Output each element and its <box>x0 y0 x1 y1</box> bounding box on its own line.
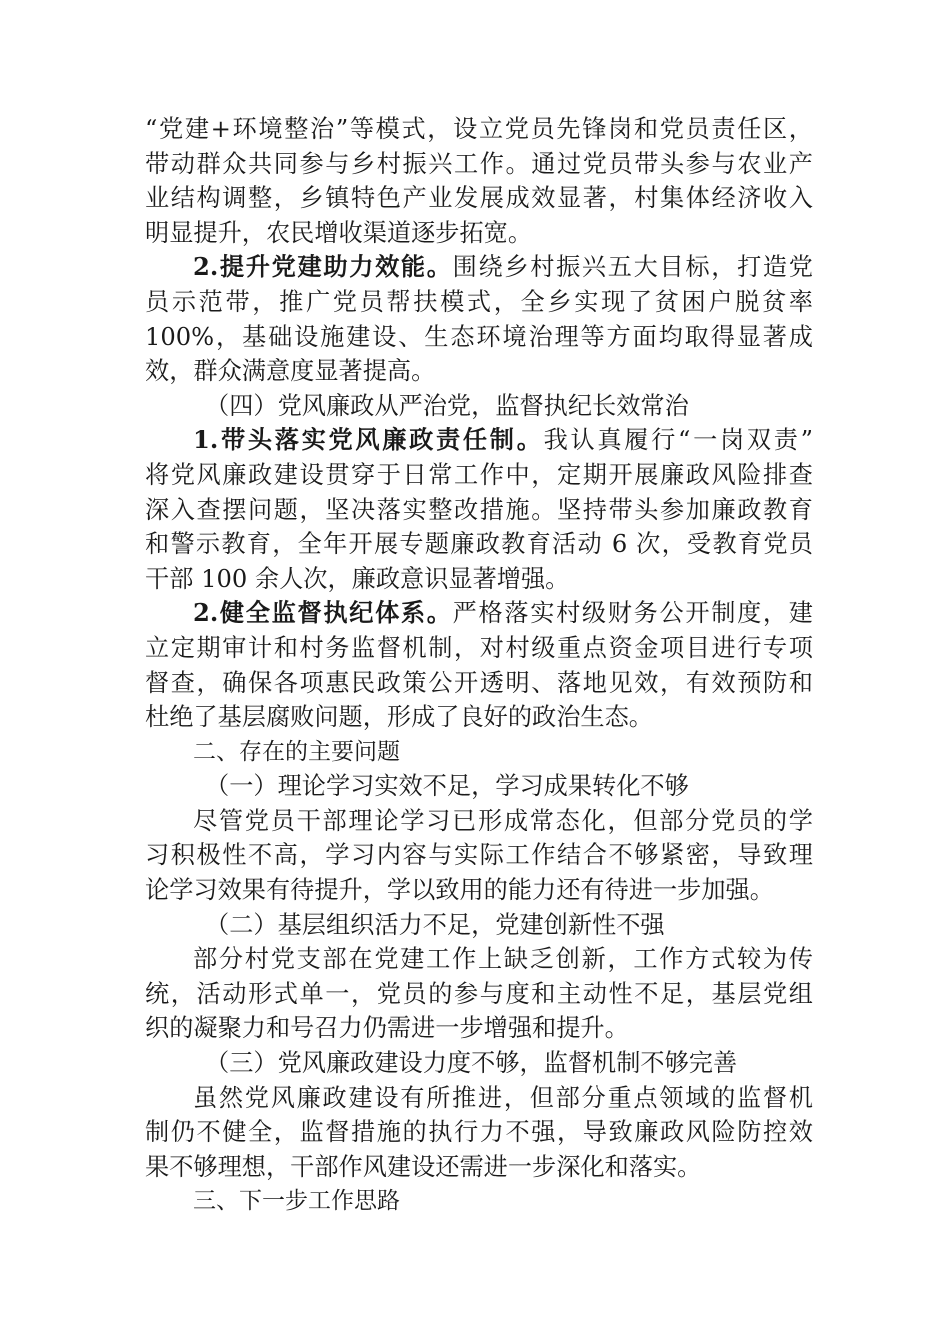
text-line: 将党风廉政建设贯穿于日常工作中，定期开展廉政风险排查 <box>145 460 813 489</box>
paragraph-supervision-system <box>145 596 813 734</box>
text-line: 1.带头落实党风廉政责任制。我认真履行“一岗双责” <box>193 425 813 455</box>
text-line: 制仍不健全，监督措施的执行力不强，导致廉政风险防控效 <box>145 1118 813 1147</box>
text-line: 杜绝了基层腐败问题，形成了良好的政治生态。 <box>145 703 653 732</box>
text-line: 明显提升，农民增收渠道逐步拓宽。 <box>145 218 533 247</box>
text-line: 2.提升党建助力效能。围绕乡村振兴五大目标，打造党 <box>193 252 813 282</box>
paragraph-integrity-responsibility <box>145 423 813 596</box>
paragraph-lead: 1.带头落实党风廉政责任制。 <box>193 425 544 455</box>
document-page <box>145 112 813 1219</box>
paragraph-party-efficiency <box>145 250 813 388</box>
text-line: 部分村党支部在党建工作上缺乏创新，工作方式较为传 <box>193 945 813 974</box>
text-line: 业结构调整，乡镇特色产业发展成效显著，村集体经济收入 <box>145 184 813 213</box>
text-line: 督查，确保各项惠民政策公开透明、落地见效，有效预防和 <box>145 668 813 697</box>
text-line: 习积极性不高，学习内容与实际工作结合不够紧密，导致理 <box>145 841 813 870</box>
text-line: 织的凝聚力和号召力仍需进一步增强和提升。 <box>145 1014 629 1043</box>
text-line: “党建+环境整治”等模式，设立党员先锋岗和党员责任区， <box>145 115 813 143</box>
text-line: 和警示教育，全年开展专题廉政教育活动 6 次，受教育党员 <box>145 530 813 559</box>
text-line: 干部 100 余人次，廉政意识显著增强。 <box>145 564 570 593</box>
text-line: 100%，基础设施建设、生态环境治理等方面均取得显著成 <box>145 322 813 351</box>
text-line: 尽管党员干部理论学习已形成常态化，但部分党员的学 <box>193 806 813 835</box>
text-line: 统，活动形式单一，党员的参与度和主动性不足，基层党组 <box>145 979 813 1008</box>
text-line: 2.健全监督执纪体系。严格落实村级财务公开制度，建 <box>193 598 813 628</box>
text-line: 虽然党风廉政建设有所推进，但部分重点领域的监督机 <box>193 1083 813 1112</box>
subheading-integrity: （四）党风廉政从严治党，监督执纪长效常治 <box>205 391 689 420</box>
paragraph-theory-study <box>145 804 813 908</box>
paragraph-lead: 2.提升党建助力效能。 <box>193 252 453 282</box>
paragraph-lead: 2.健全监督执纪体系。 <box>193 598 453 628</box>
heading-main-problems: 二、存在的主要问题 <box>193 738 400 765</box>
text-line: 论学习效果有待提升，学以致用的能力还有待进一步加强。 <box>145 876 774 905</box>
text-line: 带动群众共同参与乡村振兴工作。通过党员带头参与农业产 <box>145 149 813 178</box>
subheading-integrity-weakness: （三）党风廉政建设力度不够，监督机制不够完善 <box>205 1049 738 1078</box>
text-line: 深入查摆问题，坚决落实整改措施。坚持带头参加廉政教育 <box>145 495 813 524</box>
text-line: 果不够理想，干部作风建设还需进一步深化和落实。 <box>145 1152 702 1181</box>
heading-next-steps: 三、下一步工作思路 <box>193 1188 400 1215</box>
paragraph-integrity-weakness <box>145 1081 813 1185</box>
subheading-theory-study: （一）理论学习实效不足，学习成果转化不够 <box>205 772 689 801</box>
text-line: 立定期审计和村务监督机制，对村级重点资金项目进行专项 <box>145 633 813 662</box>
paragraph-grassroots <box>145 942 813 1046</box>
paragraph-party-environment <box>145 112 813 250</box>
text-line: 员示范带，推广党员帮扶模式，全乡实现了贫困户脱贫率 <box>145 287 813 316</box>
subheading-grassroots: （二）基层组织活力不足，党建创新性不强 <box>205 910 665 939</box>
text-line: 效，群众满意度显著提高。 <box>145 357 436 386</box>
